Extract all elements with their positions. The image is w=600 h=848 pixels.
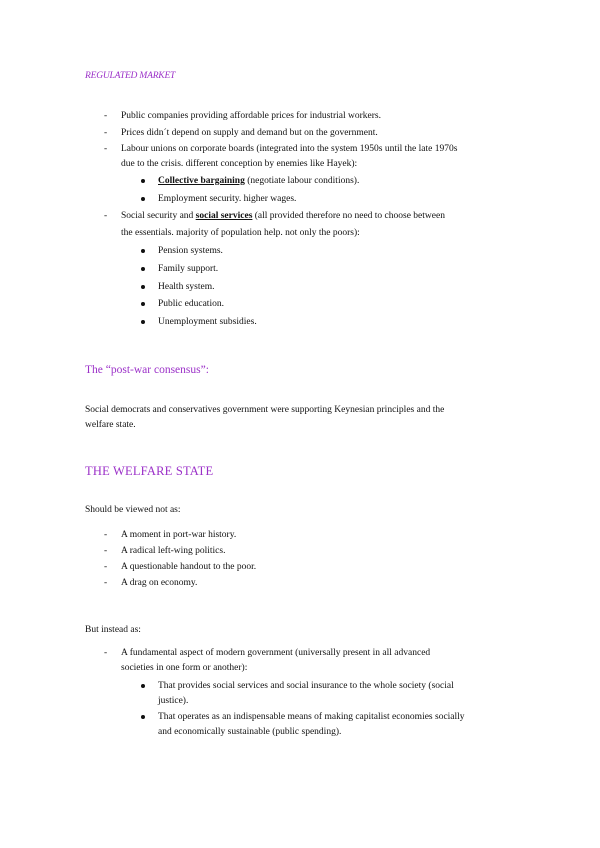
list-item: A moment in port-war history.: [121, 530, 237, 540]
social-services-term: social services: [195, 211, 253, 221]
sub-list-item: Unemployment subsidies.: [158, 317, 257, 327]
list-item: Prices didn´t depend on supply and demand but on the government.: [121, 128, 378, 138]
sub-list-item: Family support.: [158, 264, 219, 274]
bullet-marker: [141, 197, 145, 201]
post-war-heading: The “post-war consensus”:: [85, 364, 209, 376]
regulated-market-heading: REGULATED MARKET: [85, 71, 176, 81]
dash-marker: -: [104, 562, 108, 572]
dash-marker: -: [104, 211, 108, 221]
sub-list-item: Health system.: [158, 282, 215, 292]
list-item: Labour unions on corporate boards (integrated into the system 1950s until the late 1970s: [121, 144, 458, 154]
bullet-marker: [141, 302, 145, 306]
bullet-marker: [141, 320, 145, 324]
bullet-marker: [141, 249, 145, 253]
list-item: A drag on economy.: [121, 578, 198, 588]
sub-list-item: [158, 174, 359, 189]
bullet-marker: [141, 285, 145, 289]
dash-marker: -: [104, 530, 108, 540]
sub-list-item-continuation: justice).: [158, 696, 189, 706]
list-item: A radical left-wing politics.: [121, 546, 226, 556]
dash-marker: -: [104, 546, 108, 556]
list-item: A fundamental aspect of modern government (universally present in all advanced: [121, 648, 431, 658]
social-services-note: (all provided therefore no need to choose between: [252, 211, 445, 221]
list-item-continuation: the essentials. majority of population help. not only the poors):: [121, 228, 360, 238]
sub-list-item: That operates as an indispensable means of making capitalist economies socially: [158, 712, 465, 722]
bullet-marker: [141, 267, 145, 271]
social-security-text: Social security and: [121, 211, 196, 221]
paragraph-line: Should be viewed not as:: [85, 505, 181, 515]
welfare-state-heading: THE WELFARE STATE: [85, 464, 214, 478]
dash-marker: -: [104, 128, 108, 138]
dash-marker: -: [104, 578, 108, 588]
paragraph-line: But instead as:: [85, 625, 141, 635]
paragraph-line: Social democrats and conservatives government were supporting Keynesian principles and the: [85, 405, 445, 415]
bullet-marker: [141, 179, 145, 183]
paragraph-line: welfare state.: [85, 420, 136, 430]
collective-bargaining-term: Collective bargaining: [158, 176, 245, 186]
sub-list-item: Pension systems.: [158, 246, 223, 256]
list-item: Public companies providing affordable prices for industrial workers.: [121, 111, 381, 121]
dash-marker: -: [104, 144, 108, 154]
sub-list-item: Employment security. higher wages.: [158, 194, 297, 204]
list-item: [121, 209, 445, 224]
sub-list-item: That provides social services and social insurance to the whole society (social: [158, 681, 454, 691]
list-item-continuation: due to the crisis. different conception by enemies like Hayek):: [121, 159, 358, 169]
list-item: A questionable handout to the poor.: [121, 562, 257, 572]
list-item-continuation: societies in one form or another):: [121, 663, 248, 673]
bullet-marker: [141, 715, 145, 719]
sub-list-item-continuation: and economically sustainable (public spending).: [158, 727, 342, 737]
sub-list-item: Public education.: [158, 299, 224, 309]
dash-marker: -: [104, 648, 108, 658]
collective-bargaining-note: (negotiate labour conditions).: [244, 176, 360, 186]
bullet-marker: [141, 684, 145, 688]
dash-marker: -: [104, 111, 108, 121]
